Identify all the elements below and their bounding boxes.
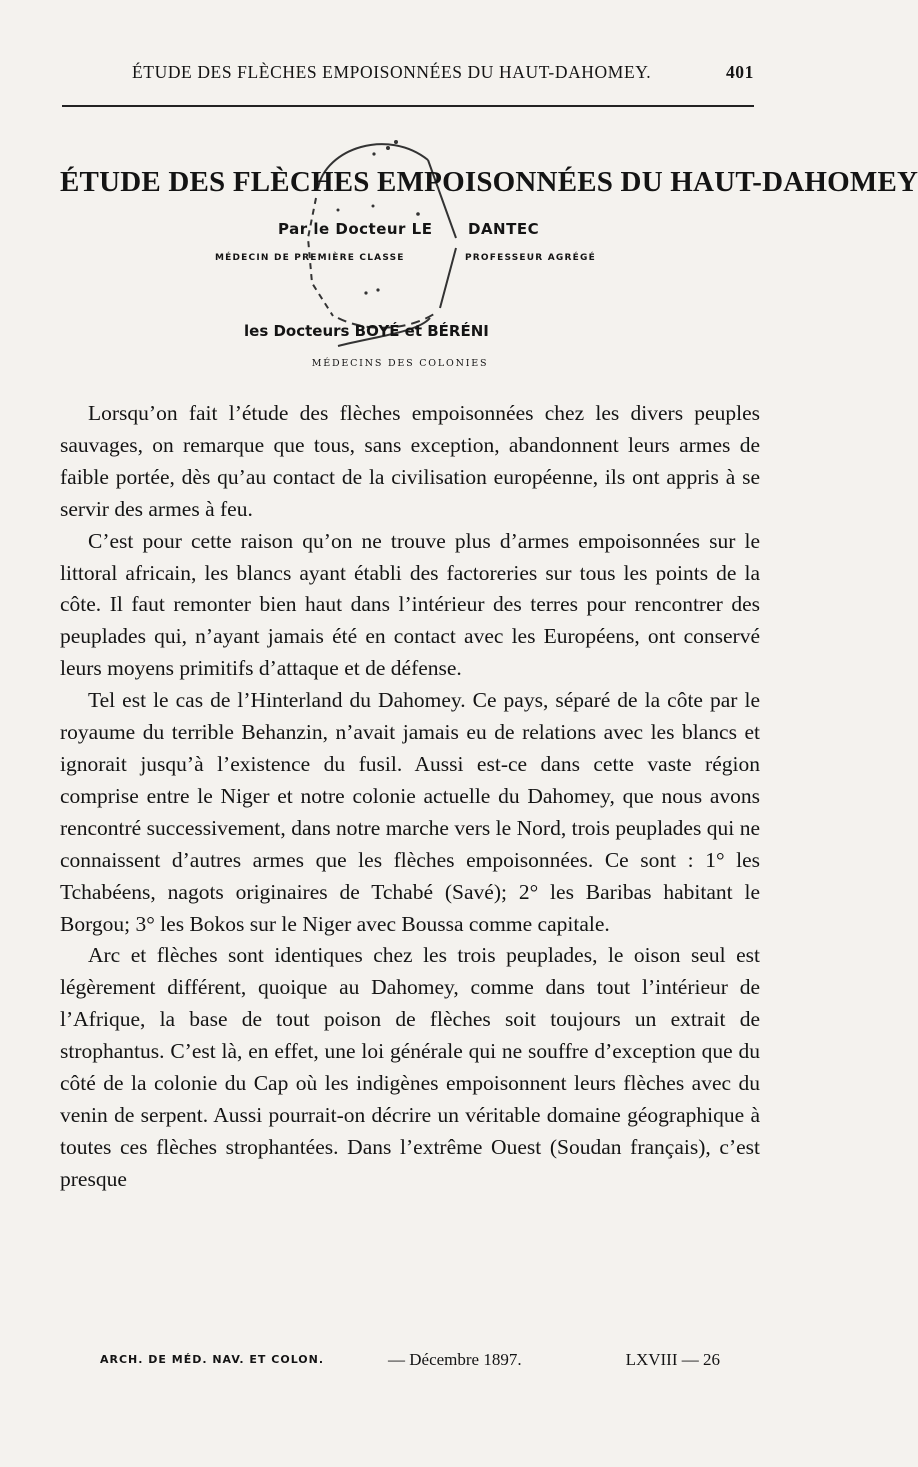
- byline-primary-left: Par le Docteur LE: [278, 220, 433, 238]
- page-number: 401: [725, 62, 754, 82]
- running-head: [62, 58, 754, 88]
- footer-date: — Décembre 1897.: [388, 1350, 522, 1369]
- running-head-title: ÉTUDE DES FLÈCHES EMPOISONNÉES DU HAUT-DAHOMEY.: [132, 62, 652, 82]
- article-title: ÉTUDE DES FLÈCHES EMPOISONNÉES DU HAUT-DAHOMEY: [60, 166, 918, 198]
- page-footer: [100, 1350, 720, 1374]
- paragraph: Arc et flèches sont identiques chez les trois peuplades, le oison seul est légèrement différent, quoique au Dahomey, comme dans tout l’intérieur de l’Afrique, la base de tout poison de flèches soit toujours un extrait de strophantus. C’est là, en effet, une loi générale qui ne souffre d’exception que du côté de la colonie du Cap où les indigènes empoisonnent leurs flèches avec du venin de serpent. Aussi pourrait-on décrire un véritable domaine géographique à toutes ces flèches strophantées. Dans l’extrême Ouest (Soudan français), c’est presque: [60, 943, 760, 1191]
- article-body: [60, 398, 760, 1196]
- paragraph: Lorsqu’on fait l’étude des flèches empoisonnées chez les divers peuples sauvages, on remarque que tous, sans exception, abandonnent leurs armes de faible portée, dès qu’au contact de la civilisation européenne, ils ont appris à se servir des armes à feu.: [60, 401, 760, 521]
- paragraph: C’est pour cette raison qu’on ne trouve plus d’armes empoisonnées sur le littoral africain, les blancs ayant établi des factoreries sur tous les points de la côte. Il faut remonter bien haut dans l’intérieur des terres pour rencontrer des peuplades qui, n’ayant jamais été en contact avec les Européens, ont conservé leurs moyens primitifs d’attaque et de défense.: [60, 528, 760, 681]
- footer-journal: ARCH. DE MÉD. NAV. ET COLON.: [100, 1353, 325, 1366]
- header-rule: [62, 105, 754, 107]
- byline-secondary: [0, 322, 800, 344]
- byline-primary-right: DANTEC: [468, 220, 540, 238]
- co-author-affiliation: MÉDECINS DES COLONIES: [311, 358, 489, 369]
- paragraph: Tel est le cas de l’Hinterland du Dahomey. Ce pays, séparé de la côte par le royaume du terrible Behanzin, n’avait jamais eu de relations avec les blancs et ignorait jusqu’à l’existence du fusil. Aussi est-ce dans cette vaste région comprise entre le Niger et notre colonie actuelle du Dahomey, que nous avons rencontré successivement, dans notre marche vers le Nord, trois peuplades qui ne connaissent d’autres armes que les flèches empoisonnées. Ce sont : 1° les Tchabéens, nagots originaires de Tchabé (Savé); 2° les Baribas habitant le Borgou; 3° les Bokos sur le Niger avec Boussa comme capitale.: [60, 688, 760, 936]
- author-title: PROFESSEUR AGRÉGÉ: [465, 253, 596, 263]
- footer-sheet-number: LXVIII — 26: [625, 1350, 720, 1369]
- author-rank: MÉDECIN DE PREMIÈRE CLASSE: [215, 253, 405, 263]
- co-authors: les Docteurs BOYÉ et BÉRÉNI: [244, 322, 489, 340]
